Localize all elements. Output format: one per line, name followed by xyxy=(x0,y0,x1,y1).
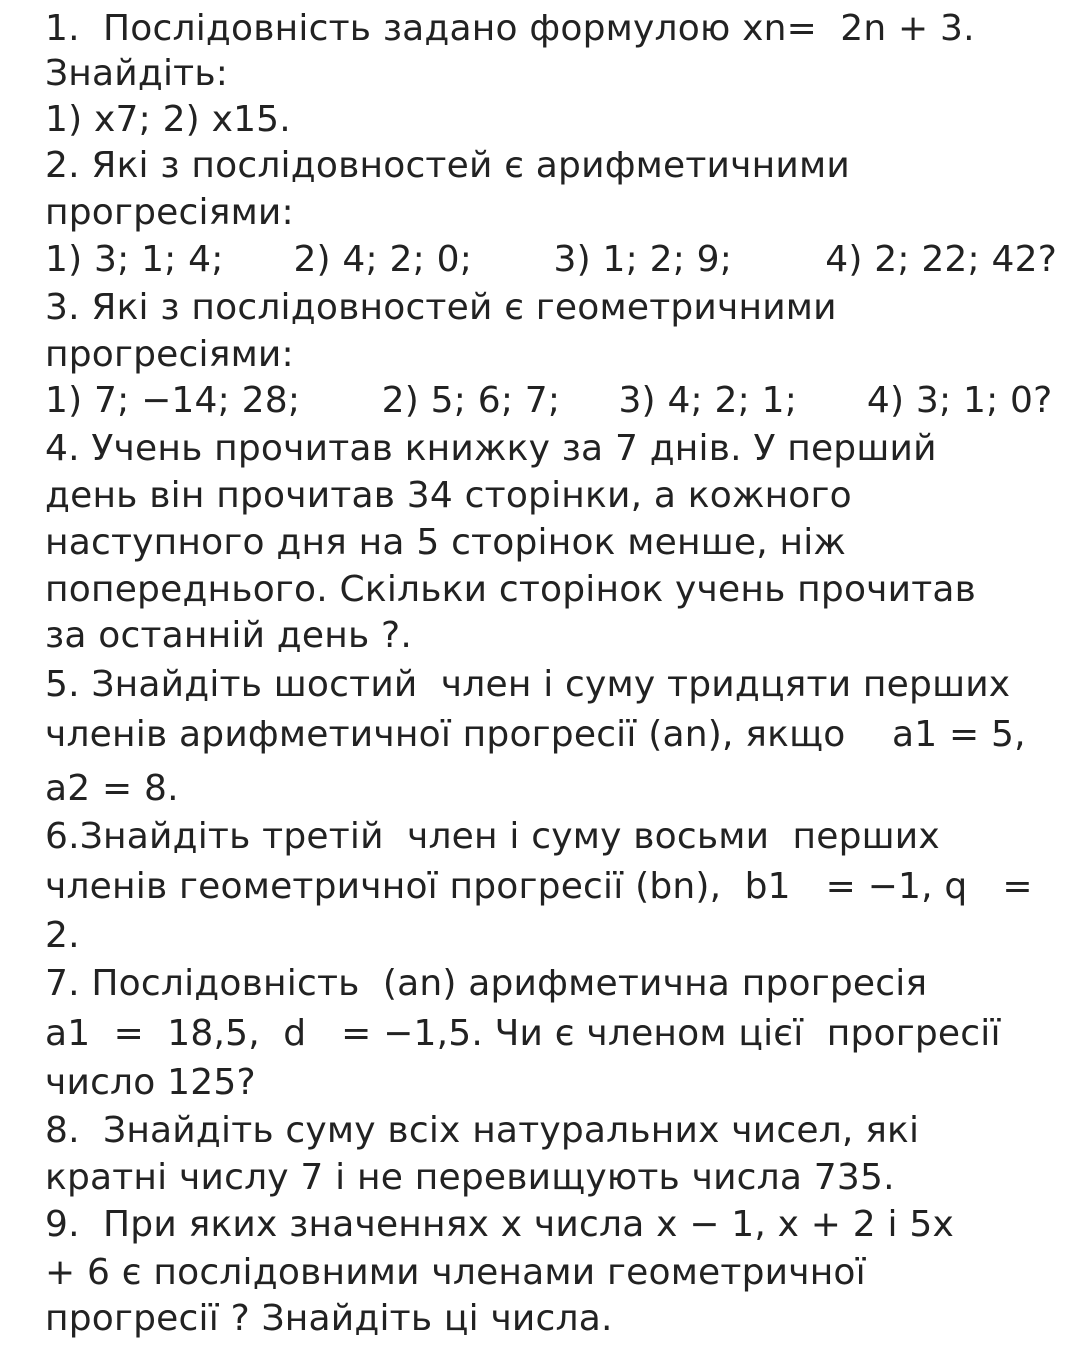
text-line-24: 8. Знайдіть суму всіх натуральних чисел, які xyxy=(45,1110,920,1151)
text-line-8: прогресіями: xyxy=(45,334,294,375)
text-line-10: 4. Учень прочитав книжку за 7 днів. У перший xyxy=(45,428,937,469)
text-line-5: прогресіями: xyxy=(45,192,294,233)
text-line-16: членів арифметичної прогресії (an), якщо a1 = 5, xyxy=(45,714,1026,755)
text-line-28: прогресії ? Знайдіть ці числа. xyxy=(45,1298,613,1339)
text-line-12: наступного дня на 5 сторінок менше, ніж xyxy=(45,522,847,563)
text-line-21: 7. Послідовність (an) арифметична прогресія xyxy=(45,963,928,1004)
text-line-22: a1 = 18,5, d = −1,5. Чи є членом цієї прогресії xyxy=(45,1013,1001,1054)
text-line-7: 3. Які з послідовностей є геометричними xyxy=(45,287,837,328)
text-line-20: 2. xyxy=(45,915,80,956)
text-line-14: за останній день ?. xyxy=(45,615,412,656)
text-line-1: 1. Послідовність задано формулою xn= 2n + 3. xyxy=(45,8,975,49)
text-line-23: число 125? xyxy=(45,1062,256,1103)
text-line-3: 1) x7; 2) x15. xyxy=(45,99,291,140)
text-line-6: 1) 3; 1; 4; 2) 4; 2; 0; 3) 1; 2; 9; 4) 2; 22; 42? xyxy=(45,239,1058,280)
text-line-11: день він прочитав 34 сторінки, а кожного xyxy=(45,475,852,516)
text-line-4: 2. Які з послідовностей є арифметичними xyxy=(45,145,850,186)
text-line-19: членів геометричної прогресії (bn), b1 = −1, q = xyxy=(45,866,1033,907)
text-line-27: + 6 є послідовними членами геометричної xyxy=(45,1252,866,1293)
text-line-15: 5. Знайдіть шостий член і суму тридцяти перших xyxy=(45,664,1011,705)
text-line-25: кратні числу 7 і не перевищують числа 735. xyxy=(45,1157,895,1198)
text-line-2: Знайдіть: xyxy=(45,53,229,94)
text-line-18: 6.Знайдіть третій член і суму восьми перших xyxy=(45,816,940,857)
text-line-13: попереднього. Скільки сторінок учень прочитав xyxy=(45,569,977,610)
text-line-9: 1) 7; −14; 28; 2) 5; 6; 7; 3) 4; 2; 1; 4) 3; 1; 0? xyxy=(45,380,1053,421)
text-line-17: a2 = 8. xyxy=(45,768,179,809)
text-line-26: 9. При яких значеннях x числа x − 1, x + 2 і 5x xyxy=(45,1204,955,1245)
